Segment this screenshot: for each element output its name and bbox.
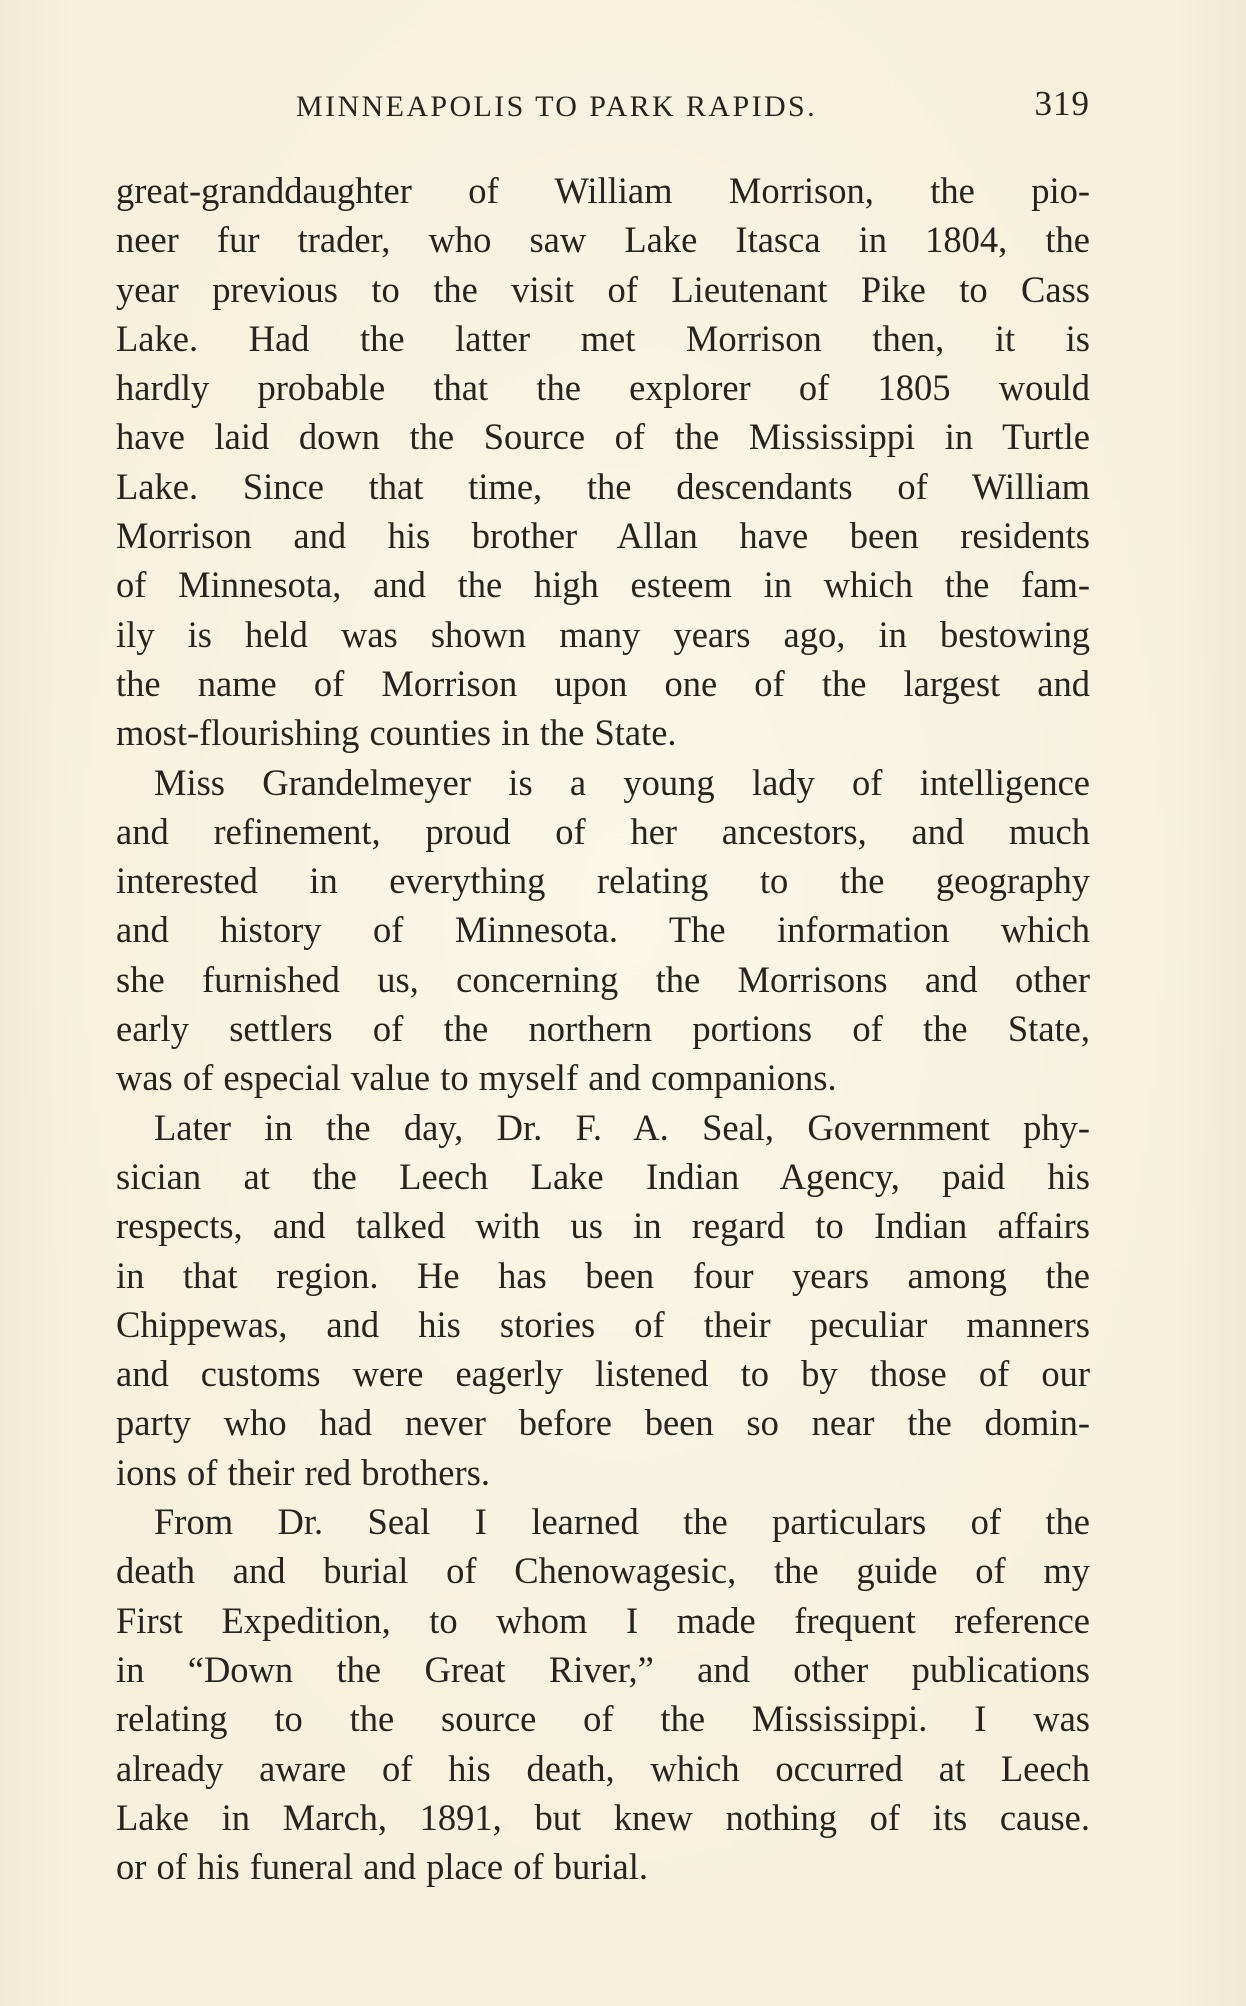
text-line: of Minnesota, and the high esteem in which the fam- [116, 564, 1090, 606]
text-line: or of his funeral and place of burial. [116, 1846, 648, 1888]
text-line: and refinement, proud of her ancestors, and much [116, 810, 1090, 852]
text-line: First Expedition, to whom I made frequent reference [116, 1599, 1090, 1641]
text-line: Morrison and his brother Allan have been residents [116, 515, 1090, 557]
text-line: Lake in March, 1891, but knew nothing of its cause. [116, 1796, 1090, 1838]
text-line: party who had never before been so near the domin- [116, 1402, 1090, 1444]
text-line: sician at the Leech Lake Indian Agency, paid his [116, 1155, 1090, 1197]
body-text [116, 166, 1090, 1891]
text-line: relating to the source of the Mississippi. I was [116, 1698, 1090, 1740]
text-line: Lake. Had the latter met Morrison then, it is [116, 317, 1090, 359]
text-line: great-granddaughter of William Morrison, the pio- [116, 170, 1090, 211]
text-line: death and burial of Chenowagesic, the guide of my [116, 1550, 1090, 1592]
text-line: most-flourishing counties in the State. [116, 712, 677, 754]
text-line: have laid down the Source of the Mississippi in Turtle [116, 416, 1090, 458]
text-line: Chippewas, and his stories of their peculiar manners [116, 1303, 1090, 1345]
text-line: was of especial value to myself and companions. [116, 1057, 837, 1099]
text-line: From Dr. Seal I learned the particulars of the [154, 1501, 1090, 1543]
text-line: neer fur trader, who saw Lake Itasca in 1804, the [116, 219, 1090, 261]
text-line: year previous to the visit of Lieutenant Pike to Cass [116, 268, 1090, 310]
text-line: interested in everything relating to the geography [116, 860, 1090, 902]
page-number: 319 [1034, 84, 1090, 123]
text-line: in that region. He has been four years among the [116, 1254, 1090, 1296]
text-line: ily is held was shown many years ago, in bestowing [116, 613, 1090, 655]
text-line: she furnished us, concerning the Morrisons and other [116, 958, 1090, 1000]
text-line: hardly probable that the explorer of 1805 would [116, 367, 1090, 409]
text-line: and history of Minnesota. The information which [116, 909, 1090, 951]
running-title: MINNEAPOLIS TO PARK RAPIDS. [296, 90, 818, 123]
text-line: already aware of his death, which occurred at Leech [116, 1747, 1090, 1789]
text-line: ions of their red brothers. [116, 1451, 490, 1493]
text-line: and customs were eagerly listened to by those of our [116, 1353, 1090, 1395]
text-line: early settlers of the northern portions of the State, [116, 1008, 1090, 1050]
text-line: Lake. Since that time, the descendants of William [116, 465, 1090, 507]
text-line: in “Down the Great River,” and other publications [116, 1648, 1090, 1690]
text-line: respects, and talked with us in regard to Indian affairs [116, 1205, 1090, 1247]
text-line: the name of Morrison upon one of the largest and [116, 662, 1090, 704]
text-line: Miss Grandelmeyer is a young lady of intelligence [154, 761, 1090, 803]
running-head [116, 84, 1090, 132]
text-line: Later in the day, Dr. F. A. Seal, Government phy- [154, 1106, 1090, 1148]
